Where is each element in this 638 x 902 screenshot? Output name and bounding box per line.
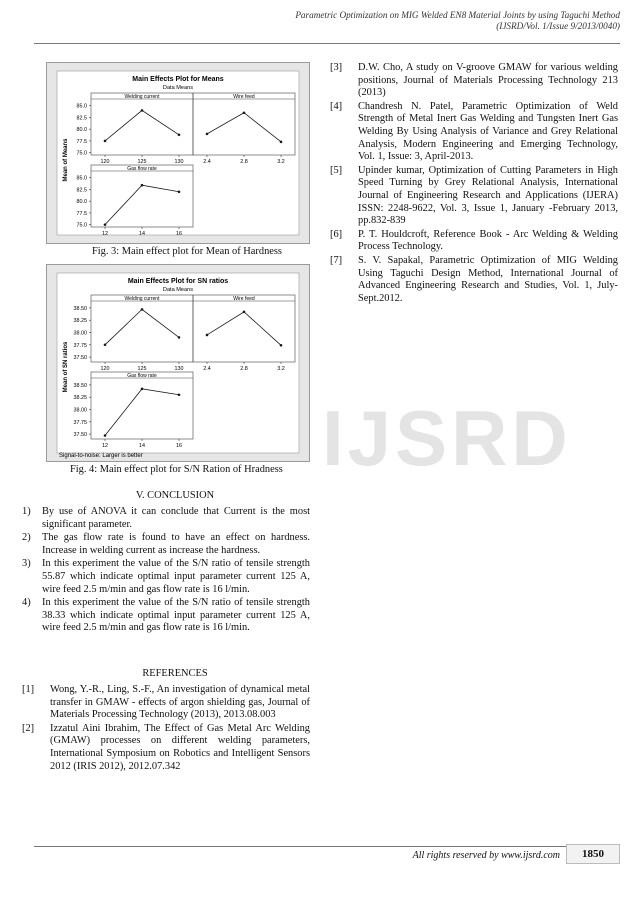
x-tick-label: 2.8 — [240, 366, 248, 372]
y-tick-label: 38.50 — [73, 305, 87, 312]
y-tick-label: 37.75 — [73, 419, 87, 426]
conclusion-item — [22, 558, 310, 596]
references-heading: REFERENCES — [142, 668, 208, 679]
watermark-logo: IJSRD — [322, 394, 572, 482]
x-tick-label: 130 — [174, 159, 184, 165]
item-text: In this experiment the value of the S/N ratio of tensile strength 38.33 which indicate optimal input parameter current 125 A, wire feed 2.5 m/min and gas flow rate is 16 l/min. — [42, 597, 310, 634]
data-point — [104, 434, 107, 437]
x-tick-label: 16 — [176, 231, 182, 237]
x-tick-label: 16 — [176, 443, 182, 449]
figure-3-chart — [46, 62, 310, 244]
item-text: P. T. Houldcroft, Reference Book - Arc Welding & Welding Process Technology. — [358, 228, 618, 253]
main-effects-sn-plot — [47, 265, 309, 461]
figure-4-caption: Fig. 4: Main effect plot for S/N Ration of Hradness — [70, 464, 283, 475]
chart-title: Main Effects Plot for Means — [132, 76, 224, 83]
x-tick-label: 2.8 — [240, 159, 248, 165]
x-tick-label: 14 — [139, 231, 145, 237]
references-left-list — [22, 684, 310, 774]
figure-4-chart — [46, 264, 310, 462]
chart-title: Main Effects Plot for SN ratios — [127, 278, 229, 285]
y-tick-label: 75.0 — [76, 150, 87, 157]
x-tick-label: 12 — [102, 231, 108, 237]
data-point — [280, 344, 283, 347]
data-point — [141, 388, 144, 391]
y-tick-label: 85.0 — [76, 175, 87, 182]
item-number: [7] — [330, 254, 343, 266]
y-tick-label: 80.0 — [76, 127, 87, 134]
x-tick-label: 14 — [139, 443, 145, 449]
y-tick-label: 37.75 — [73, 342, 87, 349]
footer-rights: All rights reserved by www.ijsrd.com — [412, 850, 560, 861]
item-number: 1) — [22, 506, 31, 517]
item-number: 4) — [22, 597, 31, 609]
y-tick-label: 38.25 — [73, 318, 87, 325]
figure-3-caption: Fig. 3: Main effect plot for Mean of Hardness — [92, 246, 282, 257]
item-number: [5] — [330, 164, 343, 176]
x-tick-label: 3.2 — [277, 159, 285, 165]
item-number: 3) — [22, 558, 31, 570]
plot-area — [57, 273, 299, 453]
panel-label: Gas flow rate — [127, 372, 157, 379]
data-point — [243, 311, 246, 314]
y-tick-label: 37.50 — [73, 432, 87, 439]
header-title: Parametric Optimization on MIG Welded EN8 Material Joints by using Taguchi Method — [295, 10, 620, 20]
data-point — [206, 133, 209, 136]
reference-item — [330, 255, 618, 305]
data-point — [178, 393, 181, 396]
x-tick-label: 130 — [174, 366, 184, 372]
chart-subtitle: Data Means — [162, 85, 194, 91]
y-tick-label: 85.0 — [76, 103, 87, 110]
item-text: Wong, Y.-R., Ling, S.-F., An investigation of dynamical metal transfer in GMAW - effects of argon shielding gas, Journal of Materials Processing Technology (2013), 2013.08.003 — [50, 684, 310, 721]
data-point — [178, 190, 181, 193]
item-text: Chandresh N. Patel, Parametric Optimization of Weld Strength of Metal Inert Gas Welding and Tungsten Inert Gas Welding By Using Analysis of Variance and Grey Relational Analysis, Modern Engineering and Emerging Technology, Vol. 1, Issue: 3, April-2013. — [358, 100, 618, 163]
x-tick-label: 2.4 — [203, 366, 211, 372]
item-number: [2] — [22, 722, 35, 734]
x-tick-label: 3.2 — [277, 366, 285, 372]
x-tick-label: 120 — [100, 366, 110, 372]
plot-area — [57, 71, 299, 235]
x-tick-label: 12 — [102, 443, 108, 449]
y-tick-label: 82.5 — [76, 115, 87, 122]
panel-label: Wire feed — [233, 93, 255, 100]
y-tick-label: 38.50 — [73, 382, 87, 389]
y-tick-label: 38.00 — [73, 407, 87, 414]
item-text: By use of ANOVA it can conclude that Current is the most significant parameter. — [42, 506, 310, 530]
data-point — [141, 308, 144, 311]
chart-footnote: Signal-to-noise: Larger is better — [59, 453, 143, 459]
item-text: In this experiment the value of the S/N ratio of tensile strength 55.87 which indicate optimal input parameter current 125 A, wire feed 2.5 m/min and gas flow rate is 16 l/min. — [42, 558, 310, 595]
reference-item — [330, 101, 618, 164]
y-tick-label: 37.50 — [73, 355, 87, 362]
item-number: [1] — [22, 684, 35, 695]
running-header — [295, 10, 620, 32]
page-number: 1850 — [566, 844, 620, 864]
data-point — [141, 184, 144, 187]
x-tick-label: 2.4 — [203, 159, 211, 165]
data-point — [141, 109, 144, 112]
y-axis-label: Mean of SN ratios — [63, 341, 69, 393]
reference-item — [330, 62, 618, 100]
conclusion-item — [22, 532, 310, 557]
data-point — [206, 334, 209, 337]
data-point — [280, 141, 283, 144]
panel-label: Gas flow rate — [127, 165, 157, 172]
reference-item — [330, 165, 618, 228]
reference-item — [22, 723, 310, 773]
panel-label: Welding current — [124, 295, 160, 302]
y-axis-label: Mean of Means — [63, 138, 69, 182]
item-number: [4] — [330, 100, 343, 112]
reference-item — [22, 684, 310, 722]
data-point — [104, 343, 107, 346]
y-tick-label: 38.25 — [73, 395, 87, 402]
x-tick-label: 125 — [137, 366, 147, 372]
x-tick-label: 120 — [100, 159, 110, 165]
x-tick-label: 125 — [137, 159, 147, 165]
header-issue: (IJSRD/Vol. 1/Issue 9/2013/0040) — [496, 21, 620, 31]
data-point — [104, 223, 107, 226]
y-tick-label: 75.0 — [76, 222, 87, 229]
item-text: D.W. Cho, A study on V-groove GMAW for various welding positions, Journal of Materials Processing Technology 213 (2013) — [358, 62, 618, 99]
item-text: Upinder kumar, Optimization of Cutting Parameters in High Speed Turning by Grey Relational Analysis, International Journal of Engineering Research and Applications (IJERA) ISSN: 2248-9622, Vol. 3, Issue 1, January -February 2013, pp.832-839 — [358, 164, 618, 227]
data-point — [178, 134, 181, 137]
item-number: [6] — [330, 228, 343, 240]
y-tick-label: 82.5 — [76, 187, 87, 194]
main-effects-means-plot — [47, 63, 309, 243]
item-text: Izzatul Aini Ibrahim, The Effect of Gas Metal Arc Welding (GMAW) processes on different welding parameters, International Symposium on Robotics and Intelligent Sensors 2012 (IRIS 2012), 2012.07.342 — [50, 722, 310, 772]
reference-item — [330, 229, 618, 254]
y-tick-label: 38.00 — [73, 330, 87, 337]
conclusion-item — [22, 597, 310, 635]
data-point — [178, 336, 181, 339]
y-tick-label: 77.5 — [76, 138, 87, 145]
item-text: The gas flow rate is found to have an effect on hardness. Increase in welding current as increase the hardness. — [42, 532, 310, 556]
conclusion-heading: V. CONCLUSION — [135, 490, 215, 501]
y-tick-label: 77.5 — [76, 210, 87, 217]
data-point — [243, 111, 246, 114]
item-number: [3] — [330, 62, 343, 73]
footer-rule — [34, 846, 620, 847]
chart-subtitle: Data Means — [162, 287, 194, 293]
panel-label: Wire feed — [233, 295, 255, 302]
panel-label: Welding current — [124, 93, 160, 100]
conclusion-item — [22, 506, 310, 531]
conclusion-list — [22, 506, 310, 636]
references-right-list — [330, 62, 618, 306]
y-tick-label: 80.0 — [76, 199, 87, 206]
data-point — [104, 140, 107, 143]
header-rule — [34, 43, 620, 44]
item-number: 2) — [22, 532, 31, 544]
item-text: S. V. Sapakal, Parametric Optimization of MIG Welding Using Taguchi Design Method, International Journal of Advanced Engineering Research and Studies, Vol. 1, July-Sept.2012. — [358, 254, 618, 304]
